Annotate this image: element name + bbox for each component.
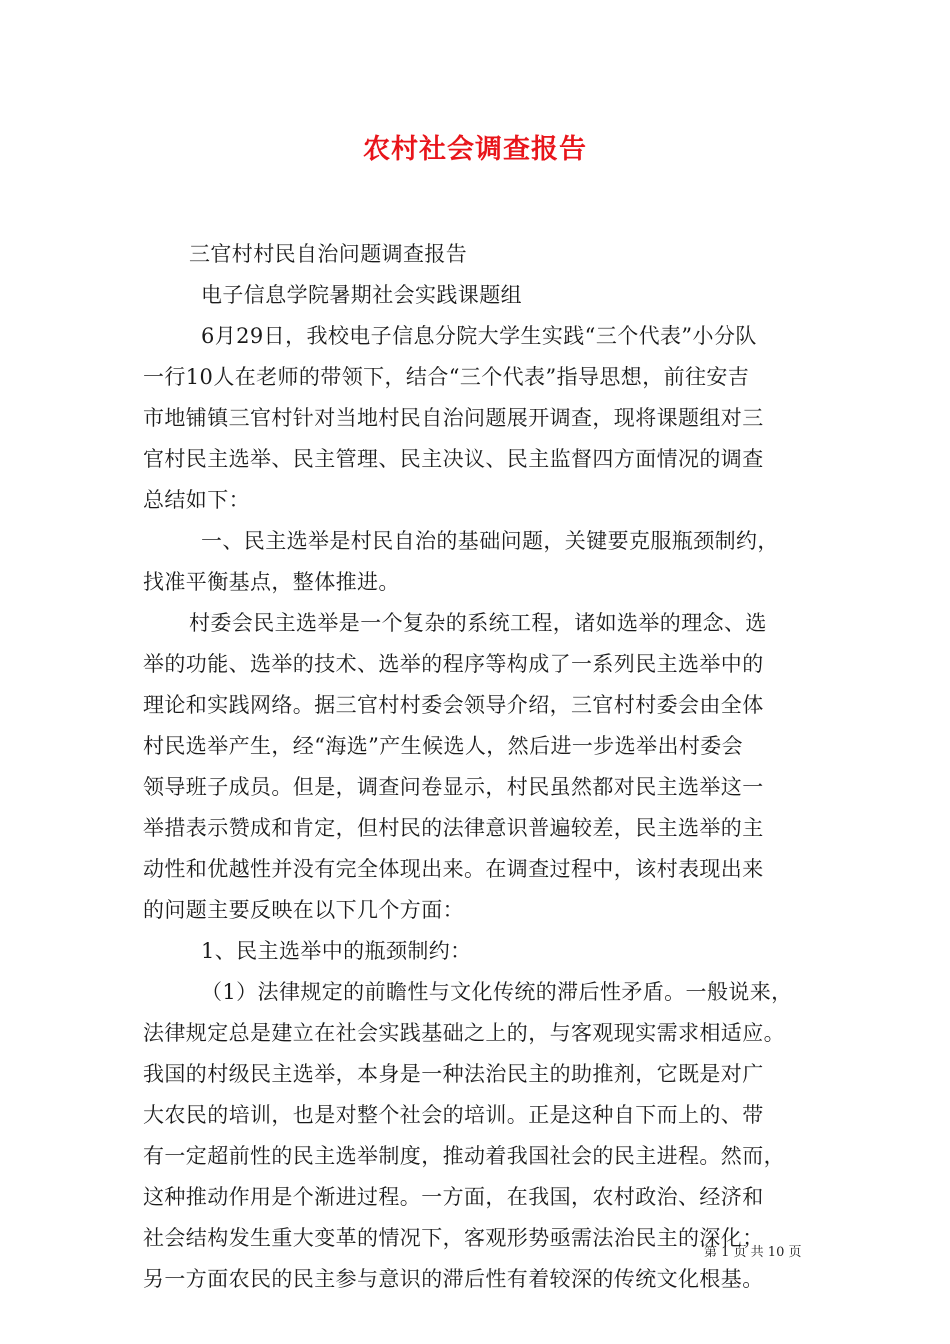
paragraph-line: 领导班子成员。但是，调查问卷显示，村民虽然都对民主选举这一 — [143, 775, 764, 799]
paragraph-line: 有一定超前性的民主选举制度，推动着我国社会的民主进程。然而， — [143, 1144, 785, 1168]
paragraph-line: 社会结构发生重大变革的情况下，客观形势亟需法治民主的深化； — [143, 1226, 764, 1250]
paragraph-line: 官村民主选举、民主管理、民主决议、民主监督四方面情况的调查 — [143, 447, 764, 471]
paragraph-line: 的问题主要反映在以下几个方面： — [143, 898, 464, 922]
paragraph-line: 村委会民主选举是一个复杂的系统工程，诸如选举的理念、选 — [189, 611, 767, 635]
paragraph-line: 我国的村级民主选举，本身是一种法治民主的助推剂，它既是对广 — [143, 1062, 764, 1086]
paragraph-line: 大农民的培训，也是对整个社会的培训。正是这种自下而上的、带 — [143, 1103, 764, 1127]
paragraph-line: 法律规定总是建立在社会实践基础之上的，与客观现实需求相适应。 — [143, 1021, 785, 1045]
paragraph-line: 另一方面农民的民主参与意识的滞后性有着较深的传统文化根基。 — [143, 1267, 764, 1291]
paragraph-line: 这种推动作用是个渐进过程。一方面，在我国，农村政治、经济和 — [143, 1185, 764, 1209]
paragraph-line: 一行10人在老师的带领下，结合“三个代表”指导思想，前往安吉 — [143, 365, 750, 389]
paragraph-line: 举的功能、选举的技术、选举的程序等构成了一系列民主选举中的 — [143, 652, 764, 676]
paragraph-line: 举措表示赞成和肯定，但村民的法律意识普遍较差，民主选举的主 — [143, 816, 764, 840]
document-title: 农村社会调查报告 — [363, 134, 587, 165]
paragraph-line: （1）法律规定的前瞻性与文化传统的滞后性矛盾。一般说来， — [201, 980, 793, 1004]
paragraph-line: 村民选举产生，经“海选”产生候选人，然后进一步选举出村委会 — [143, 734, 744, 758]
report-author: 电子信息学院暑期社会实践课题组 — [201, 283, 522, 307]
paragraph-line: 理论和实践网络。据三官村村委会领导介绍，三官村村委会由全体 — [143, 693, 764, 717]
report-subtitle: 三官村村民自治问题调查报告 — [189, 242, 468, 266]
paragraph-line: 动性和优越性并没有完全体现出来。在调查过程中，该村表现出来 — [143, 857, 764, 881]
paragraph-line: 总结如下： — [143, 488, 250, 512]
document-body — [143, 234, 808, 1300]
page-number: 第 1 页 共 10 页 — [704, 1245, 802, 1260]
paragraph-line: 6月29日，我校电子信息分院大学生实践“三个代表”小分队 — [201, 324, 757, 348]
subsection-heading: 1、民主选举中的瓶颈制约： — [201, 939, 472, 963]
paragraph-line: 市地铺镇三官村针对当地村民自治问题展开调查，现将课题组对三 — [143, 406, 764, 430]
section-heading-line: 找准平衡基点，整体推进。 — [143, 570, 400, 594]
section-heading-line: 一、民主选举是村民自治的基础问题，关键要克服瓶颈制约， — [201, 529, 779, 553]
